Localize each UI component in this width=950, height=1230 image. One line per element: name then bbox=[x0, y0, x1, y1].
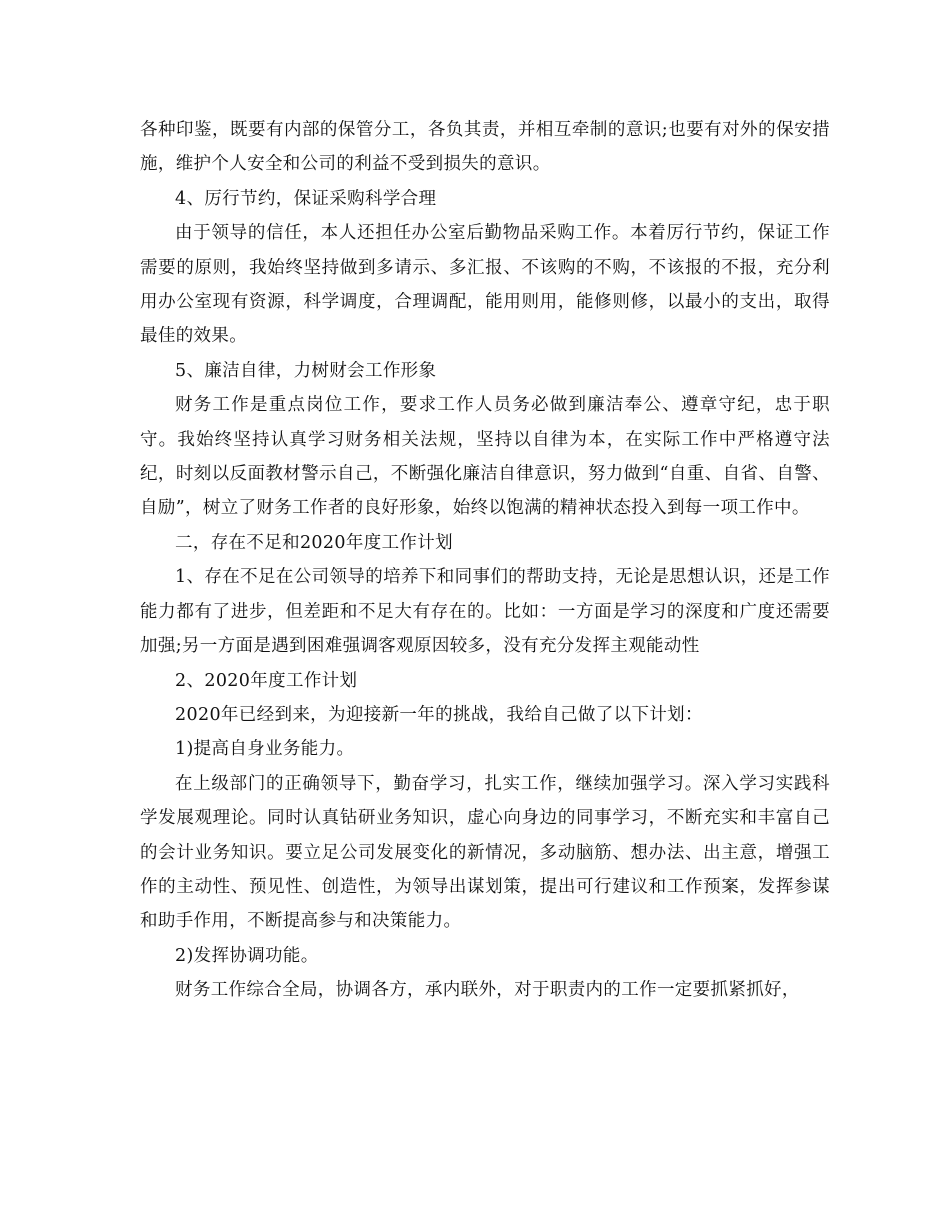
heading-frugality: 4、厉行节约，保证采购科学合理 bbox=[175, 188, 437, 209]
paragraph-plan-intro: 2020年已经到来，为迎接新一年的挑战，我给自己做了以下计划： bbox=[175, 704, 703, 725]
paragraph-procurement: 由于领导的信任，本人还担任办公室后勤物品采购工作。本着厉行节约，保证工作需要的原则，我始终坚持做到多请示、多汇报、不该购的不购，不该报的不报，充分利用办公室现有资源，科学调度，合理调配，能用则用，能修则修，以最小的支出，取得最佳的效果。 bbox=[140, 223, 830, 347]
heading-improve-ability: 1)提高自身业务能力。 bbox=[175, 739, 355, 760]
heading-shortcomings-and-plan: 二，存在不足和2020年度工作计划 bbox=[175, 532, 453, 553]
document-body bbox=[140, 113, 830, 1008]
heading-coordination: 2)发挥协调功能。 bbox=[175, 945, 319, 966]
paragraph-improve-ability: 在上级部门的正确领导下，勤奋学习，扎实工作，继续加强学习。深入学习实践科学发展观理论。同时认真钻研业务知识，虚心向身边的同事学习，不断充实和丰富自己的会计业务知识。要立足公司发展变化的新情况，多动脑筋、想办法、出主意，增强工作的主动性、预见性、创造性，为领导出谋划策，提出可行建议和工作预案，发挥参谋和助手作用，不断提高参与和决策能力。 bbox=[140, 773, 830, 932]
paragraph-coordination: 财务工作综合全局，协调各方，承内联外，对于职责内的工作一定要抓紧抓好， bbox=[175, 980, 800, 1001]
heading-work-plan: 2、2020年度工作计划 bbox=[175, 670, 358, 691]
heading-integrity: 5、廉洁自律，力树财会工作形象 bbox=[175, 360, 437, 381]
paragraph-integrity: 财务工作是重点岗位工作，要求工作人员务必做到廉洁奉公、遵章守纪，忠于职守。我始终坚持认真学习财务相关法规，坚持以自律为本，在实际工作中严格遵守法纪，时刻以反面教材警示自己，不断强化廉洁自律意识，努力做到“自重、自省、自警、自励”，树立了财务工作者的良好形象，始终以饱满的精神状态投入到每一项工作中。 bbox=[140, 395, 830, 519]
paragraph-seal-management-continued: 各种印鉴，既要有内部的保管分工，各负其责，并相互牵制的意识;也要有对外的保安措施，维护个人安全和公司的利益不受到损失的意识。 bbox=[140, 120, 830, 175]
paragraph-shortcomings: 1、存在不足在公司领导的培养下和同事们的帮助支持，无论是思想认识，还是工作能力都有了进步，但差距和不足大有存在的。比如：一方面是学习的深度和广度还需要加强;另一方面是遇到困难强调客观原因较多，没有充分发挥主观能动性 bbox=[140, 567, 830, 657]
